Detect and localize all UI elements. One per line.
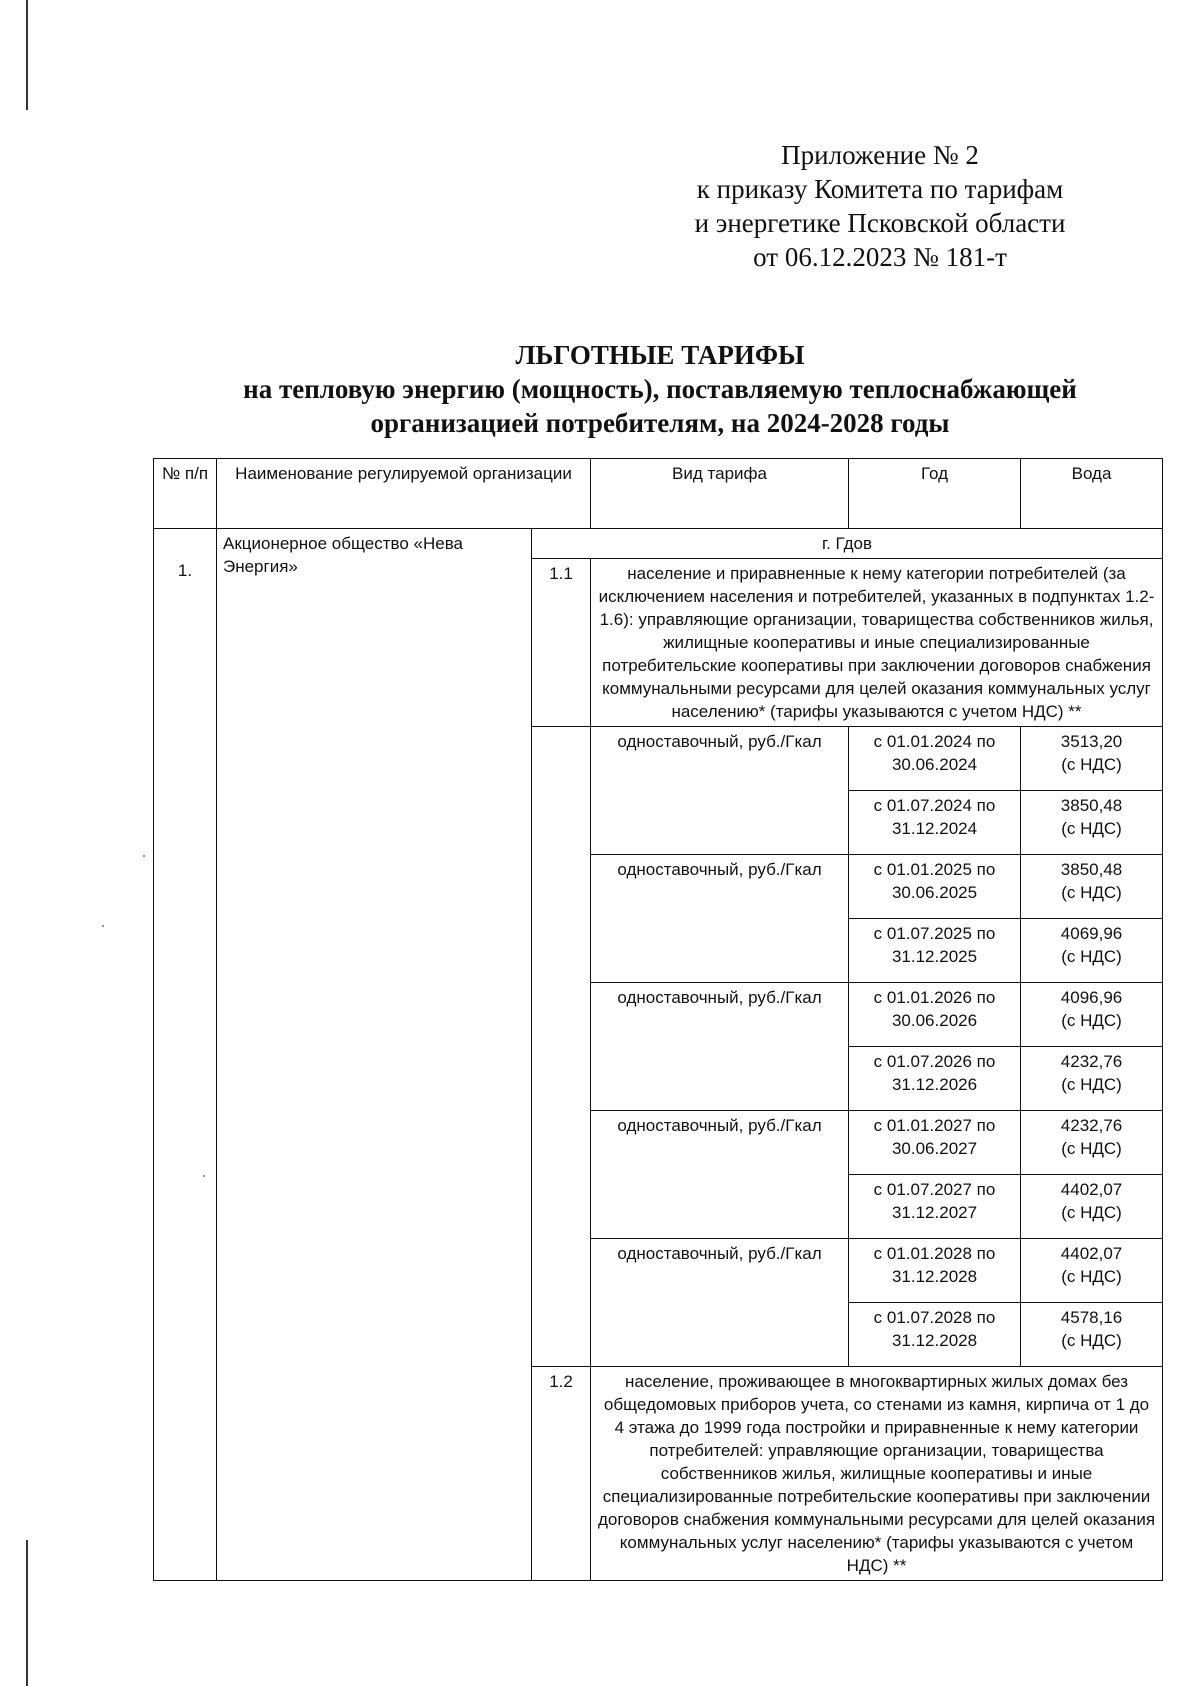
price-vat-note: (с НДС) [1061,1331,1122,1350]
tariff-price [1021,1047,1163,1111]
appendix-header [620,138,1140,274]
tariff-price [1021,855,1163,919]
title-line-2: на тепловую энергию (мощность), поставляемую теплоснабжающей [243,374,1077,404]
tariff-price [1021,919,1163,983]
tariff-period: с 01.01.2024 по 30.06.2024 [849,727,1021,791]
price-vat-note: (с НДС) [1061,819,1122,838]
col-header-water: Вода [1021,459,1163,529]
price-value: 3850,48 [1060,796,1123,815]
price-vat-note: (с НДС) [1061,1075,1122,1094]
section-code: 1.1 [532,559,591,727]
col-header-num: № п/п [154,459,217,529]
scan-edge-line-top [26,0,28,110]
appendix-number: Приложение № 2 [781,140,979,170]
tariff-type: одноставочный, руб./Гкал [591,983,849,1111]
tariff-type: одноставочный, руб./Гкал [591,727,849,855]
tariff-period: с 01.07.2028 по 31.12.2028 [849,1303,1021,1367]
tariff-price [1021,983,1163,1047]
tariff-type: одноставочный, руб./Гкал [591,1239,849,1367]
document-title [140,338,1180,440]
tariff-type: одноставочный, руб./Гкал [591,855,849,983]
price-vat-note: (с НДС) [1061,883,1122,902]
col-header-year: Год [849,459,1021,529]
col-header-type: Вид тарифа [591,459,849,529]
scan-edge-line-bottom [26,1540,28,1686]
appendix-date: от 06.12.2023 № 181-т [753,242,1007,272]
price-vat-note: (с НДС) [1061,1267,1122,1286]
tariff-price [1021,1175,1163,1239]
scan-speck [102,925,104,927]
price-value: 4578,16 [1060,1308,1123,1327]
tariff-period: с 01.07.2025 по 31.12.2025 [849,919,1021,983]
city-label: г. Гдов [532,529,1163,559]
appendix-order-ref: к приказу Комитета по тарифам [696,174,1064,204]
appendix-authority: и энергетике Псковской области [694,208,1066,238]
price-vat-note: (с НДС) [1061,755,1122,774]
price-value: 4232,76 [1060,1116,1123,1135]
price-value: 4232,76 [1060,1052,1123,1071]
tariff-period: с 01.01.2026 по 30.06.2026 [849,983,1021,1047]
price-vat-note: (с НДС) [1061,1203,1122,1222]
tariff-price [1021,1239,1163,1303]
title-line-3: организацией потребителям, на 2024-2028 годы [370,408,950,438]
tariff-period: с 01.07.2024 по 31.12.2024 [849,791,1021,855]
col-header-org: Наименование регулируемой организации [217,459,591,529]
tariff-period: с 01.01.2028 по 31.12.2028 [849,1239,1021,1303]
tariff-price [1021,791,1163,855]
scan-speck [143,855,145,857]
price-vat-note: (с НДС) [1061,947,1122,966]
price-value: 4402,07 [1060,1244,1123,1263]
tariff-period: с 01.07.2026 по 31.12.2026 [849,1047,1021,1111]
price-value: 4069,96 [1060,924,1123,943]
section-description: население, проживающее в многоквартирных жилых домах без общедомовых приборов учета, со стенами из камня, кирпича от 1 до 4 этажа до 1999 года постройки и приравненные к нему категории потребителей: управляющие организации, товарищества собственников жилья, жилищные кооперативы и иные специализированные потребительские кооперативы при заключении договоров снабжения коммунальными ресурсами для целей оказания коммунальных услуг населению* (тарифы указываются с учетом НДС) ** [591,1367,1163,1581]
section-code-spacer [532,727,591,1367]
price-vat-note: (с НДС) [1061,1011,1122,1030]
section-description: население и приравненные к нему категории потребителей (за исключением населения и потребителей, указанных в подпунктах 1.2-1.6): управляющие организации, товарищества собственников жилья, жилищные кооперативы и иные специализированные потребительские кооперативы при заключении договоров снабжения коммунальными ресурсами для целей оказания коммунальных услуг населению* (тарифы указываются с учетом НДС) ** [591,559,1163,727]
price-vat-note: (с НДС) [1061,1139,1122,1158]
organization-name: Акционерное общество «Нева Энергия» [217,529,532,1581]
price-value: 3513,20 [1060,732,1123,751]
tariff-type: одноставочный, руб./Гкал [591,1111,849,1239]
tariff-period: с 01.07.2027 по 31.12.2027 [849,1175,1021,1239]
tariffs-table [153,458,1163,1581]
price-value: 4096,96 [1060,988,1123,1007]
tariff-price [1021,1303,1163,1367]
row-number: 1. [154,529,217,1581]
table-header-row [154,459,1163,529]
price-value: 4402,07 [1060,1180,1123,1199]
tariff-price [1021,1111,1163,1175]
table-row [154,529,1163,559]
tariff-period: с 01.01.2027 по 30.06.2027 [849,1111,1021,1175]
title-line-1: ЛЬГОТНЫЕ ТАРИФЫ [515,340,805,370]
price-value: 3850,48 [1060,860,1123,879]
tariff-price [1021,727,1163,791]
tariff-period: с 01.01.2025 по 30.06.2025 [849,855,1021,919]
section-code: 1.2 [532,1367,591,1581]
